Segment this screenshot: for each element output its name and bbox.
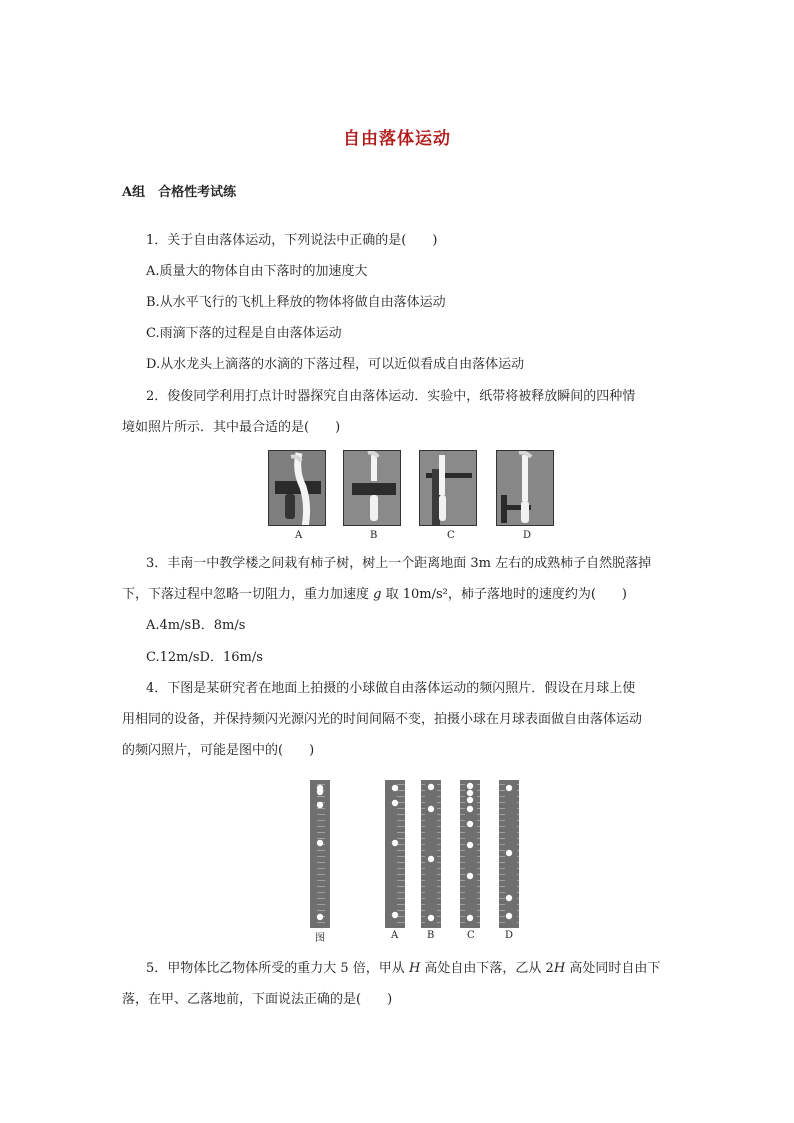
q3-options-ab: A.4m/sB．8m/s: [146, 618, 246, 633]
q4-stem-line1: 4．下图是某研究者在地面上拍摄的小球做自由落体运动的频闪照片．假设在月球上使: [146, 681, 636, 696]
q1-stem: 1．关于自由落体运动，下列说法中正确的是( ): [146, 233, 438, 248]
section-heading: A组 合格性考试练: [122, 185, 237, 200]
strip-label-a: A: [391, 930, 399, 941]
page-title: 自由落体运动: [343, 129, 451, 149]
strip-b: [421, 780, 441, 928]
q5-stem-line1: 5．甲物体比乙物体所受的重力大 5 倍，甲从 H 高处自由下落，乙从 2H 高处同时自由下: [146, 961, 661, 976]
q2-photo-b: [343, 450, 401, 526]
q2-photo-label-b: B: [370, 530, 378, 541]
q1-option-a: A.质量大的物体自由下落时的加速度大: [146, 264, 368, 279]
q2-photo-label-d: D: [523, 530, 532, 541]
q2-photo-label-a: A: [295, 530, 303, 541]
q2-photo-d: [496, 450, 554, 526]
q2-photo-figure: [268, 450, 558, 545]
q1-option-c: C.雨滴下落的过程是自由落体运动: [146, 326, 342, 341]
q3-stem-line1: 3．丰南一中教学楼之间栽有柿子树，树上一个距离地面 3m 左右的成熟柿子自然脱落掉: [146, 556, 652, 571]
q4-stem-line2: 用相同的设备，并保持频闪光源闪光的时间间隔不变，拍摄小球在月球表面做自由落体运动: [122, 712, 643, 727]
q1-option-b: B.从水平飞行的飞机上释放的物体将做自由落体运动: [146, 295, 446, 310]
strip-label-b: B: [427, 930, 435, 941]
q2-photo-c: [419, 450, 477, 526]
q2-stem-line2: 境如照片所示．其中最合适的是( ): [122, 420, 341, 435]
q4-strobe-figure: [305, 778, 535, 948]
q2-stem-line1: 2．俊俊同学利用打点计时器探究自由落体运动．实验中，纸带将被释放瞬间的四种情: [146, 389, 636, 404]
q2-photo-a: [268, 450, 326, 526]
strip-label-d: D: [505, 930, 514, 941]
strip-a: [385, 780, 405, 928]
strip-label-c: C: [467, 930, 475, 941]
q2-photo-label-c: C: [447, 530, 455, 541]
strip-d: [499, 780, 519, 928]
q3-options-cd: C.12m/sD．16m/s: [146, 650, 263, 665]
q5-stem-line2: 落，在甲、乙落地前，下面说法正确的是( ): [122, 992, 393, 1007]
strip-reference: [310, 780, 330, 928]
strip-label-ref: 图: [315, 933, 325, 944]
q4-stem-line3: 的频闪照片，可能是图中的( ): [122, 743, 315, 758]
q1-option-d: D.从水龙头上滴落的水滴的下落过程，可以近似看成自由落体运动: [146, 357, 525, 372]
strobe-strips-svg: [305, 778, 535, 948]
q3-stem-line2: 下，下落过程中忽略一切阻力，重力加速度 g 取 10m/s²，柿子落地时的速度约为( ): [122, 587, 628, 602]
strip-c: [460, 780, 480, 928]
